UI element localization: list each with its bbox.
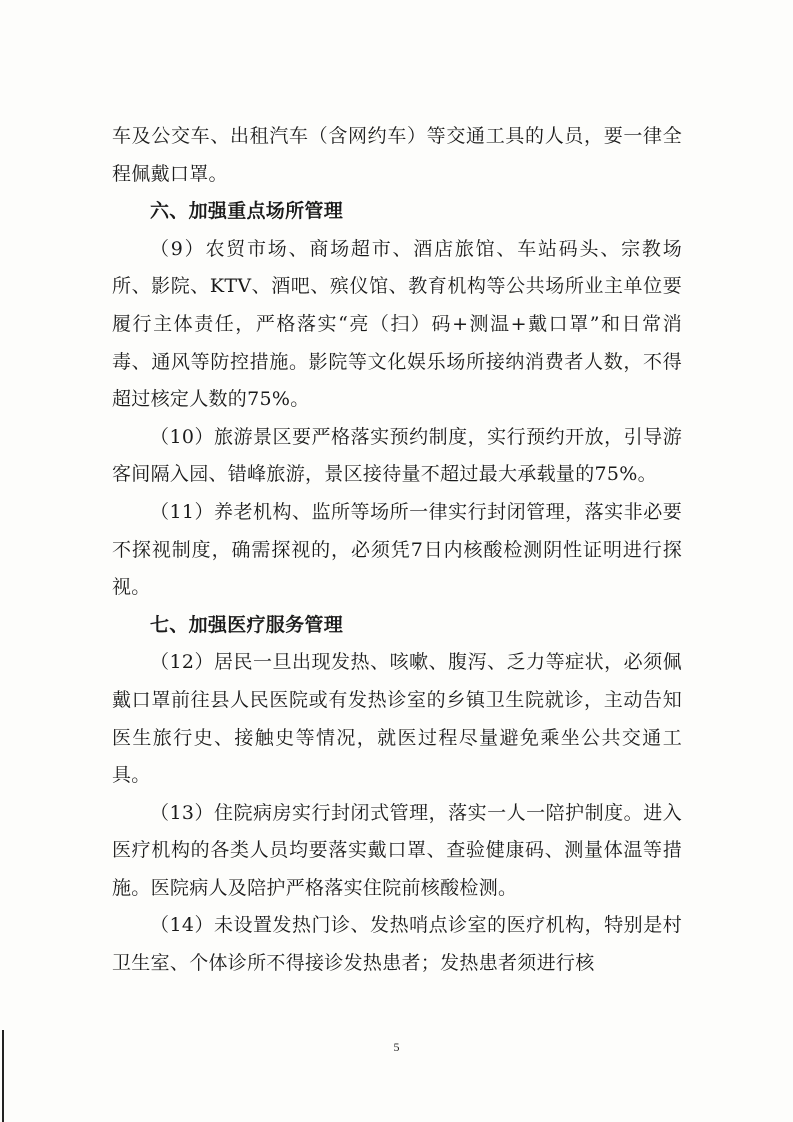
paragraph-item-14: （14）未设置发热门诊、发热哨点诊室的医疗机构，特别是村卫生室、个体诊所不得接诊发热患者；发热患者须进行核 xyxy=(112,914,682,975)
paragraph-item-9: （9）农贸市场、商场超市、酒店旅馆、车站码头、宗教场所、影院、KTV、酒吧、殡仪馆、教育机构等公共场所业主单位要履行主体责任，严格落实“亮（扫）码+测温+戴口罩”和日常消毒、通风等防控措施。影院等文化娱乐场所接纳消费者人数，不得超过核定人数的75%。 xyxy=(112,237,682,411)
section-heading-7: 七、加强医疗服务管理 xyxy=(150,613,344,636)
section-heading-6: 六、加强重点场所管理 xyxy=(150,200,344,223)
page-number: 5 xyxy=(393,1040,400,1054)
paragraph-item-11: （11）养老机构、监所等场所一律实行封闭管理，落实非必要不探视制度，确需探视的，必须凭7日内核酸检测阴性证明进行探视。 xyxy=(112,500,682,599)
paragraph-item-13: （13）住院病房实行封闭式管理，落实一人一陪护制度。进入医疗机构的各类人员均要落实戴口罩、查验健康码、测量体温等措施。医院病人及陪护严格落实住院前核酸检测。 xyxy=(112,801,682,899)
scan-edge-line xyxy=(2,1030,4,1122)
paragraph-item-10: （10）旅游景区要严格落实预约制度，实行预约开放，引导游客间隔入园、错峰旅游，景区接待量不超过最大承载量的75%。 xyxy=(112,425,682,486)
paragraph-continuation: 车及公交车、出租汽车（含网约车）等交通工具的人员，要一律全程佩戴口罩。 xyxy=(112,125,682,185)
body-text xyxy=(112,118,682,983)
paragraph-item-12: （12）居民一旦出现发热、咳嗽、腹泻、乏力等症状，必须佩戴口罩前往县人民医院或有发热诊室的乡镇卫生院就诊，主动告知医生旅行史、接触史等情况，就医过程尽量避免乘坐公共交通工具。 xyxy=(112,651,682,787)
